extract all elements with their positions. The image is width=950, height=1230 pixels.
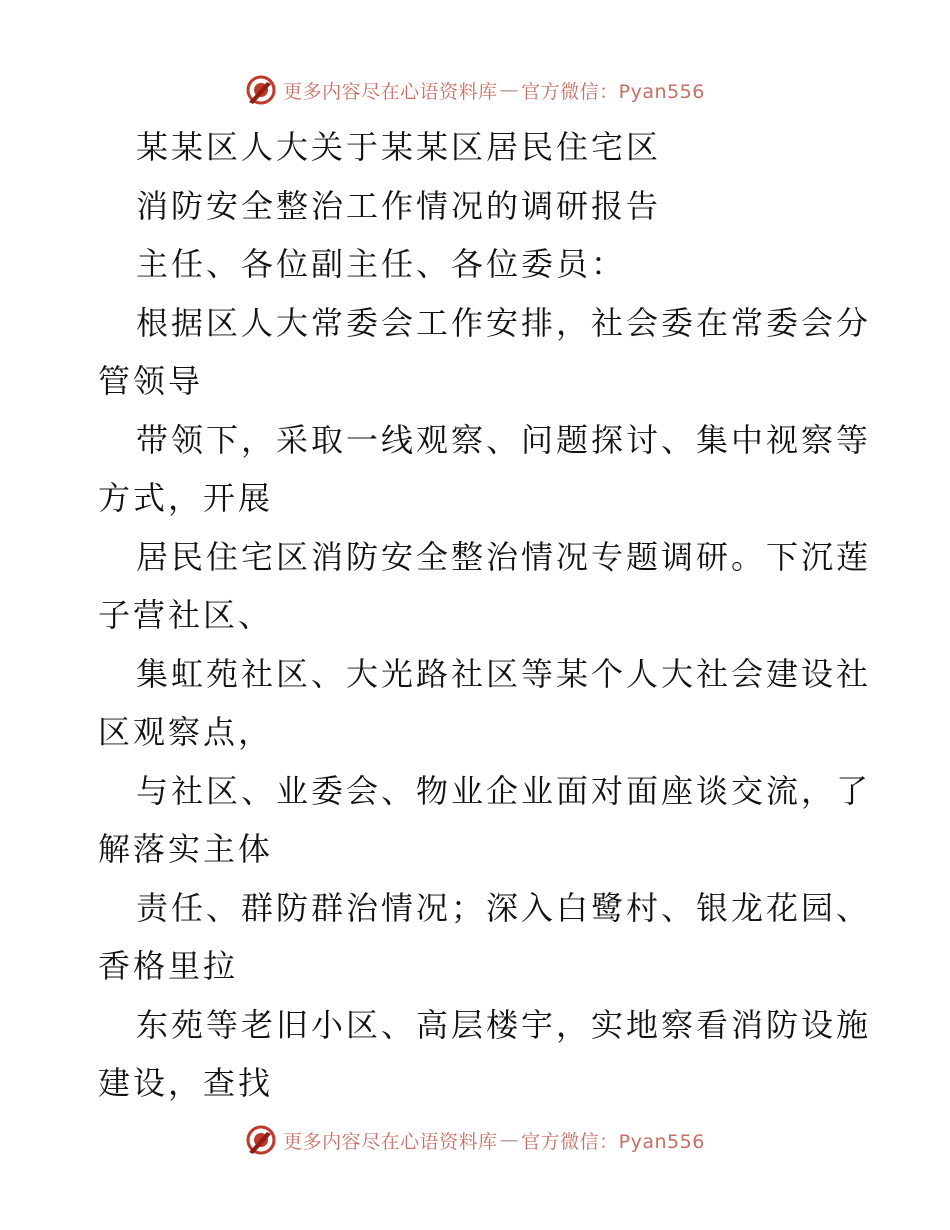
banner-dash: — xyxy=(499,1129,520,1151)
paragraph-line: 东苑等老旧小区、高层楼宇，实地察看消防设施 xyxy=(136,1005,872,1044)
paragraph-line: 根据区人大常委会工作安排，社会委在常委会分 xyxy=(136,303,872,342)
document-body xyxy=(98,118,872,1113)
paragraph-line-wrap: 方式，开展 xyxy=(98,479,274,517)
banner-main-text: 更多内容尽在心语资料库 xyxy=(283,80,498,103)
paragraph-line: 责任、群防群治情况；深入白鹭村、银龙花园、 xyxy=(136,888,872,927)
salutation: 主任、各位副主任、各位委员： xyxy=(136,245,627,283)
top-watermark-banner xyxy=(0,70,950,110)
bottom-watermark-banner xyxy=(0,1120,950,1160)
pen-circle-logo-icon xyxy=(245,74,277,106)
paragraph-line: 带领下，采取一线观察、问题探讨、集中视察等 xyxy=(136,420,872,459)
paragraph-line: 居民住宅区消防安全整治情况专题调研。下沉莲 xyxy=(136,537,872,576)
title-line-1: 某某区人大关于某某区居民住宅区 xyxy=(136,128,662,166)
paragraph-line-wrap: 香格里拉 xyxy=(98,947,239,985)
paragraph-line: 与社区、业委会、物业企业面对面座谈交流，了 xyxy=(136,771,872,810)
paragraph-line-wrap: 管领导 xyxy=(98,362,204,400)
banner-dash: — xyxy=(499,79,520,101)
banner-wechat-text: 官方微信：Pyan556 xyxy=(521,80,705,103)
title-line-2: 消防安全整治工作情况的调研报告 xyxy=(136,186,662,225)
banner-wechat-text: 官方微信：Pyan556 xyxy=(521,1130,705,1153)
paragraph-line-wrap: 子营社区、 xyxy=(98,596,274,634)
banner-main-text: 更多内容尽在心语资料库 xyxy=(283,1130,498,1153)
paragraph-line: 集虹苑社区、大光路社区等某个人大社会建设社 xyxy=(136,654,872,693)
paragraph-line-wrap: 区观察点， xyxy=(98,713,274,751)
paragraph-line-wrap: 解落实主体 xyxy=(98,830,274,868)
pen-circle-logo-icon xyxy=(245,1124,277,1156)
paragraph-line-wrap: 建设，查找 xyxy=(98,1064,274,1102)
